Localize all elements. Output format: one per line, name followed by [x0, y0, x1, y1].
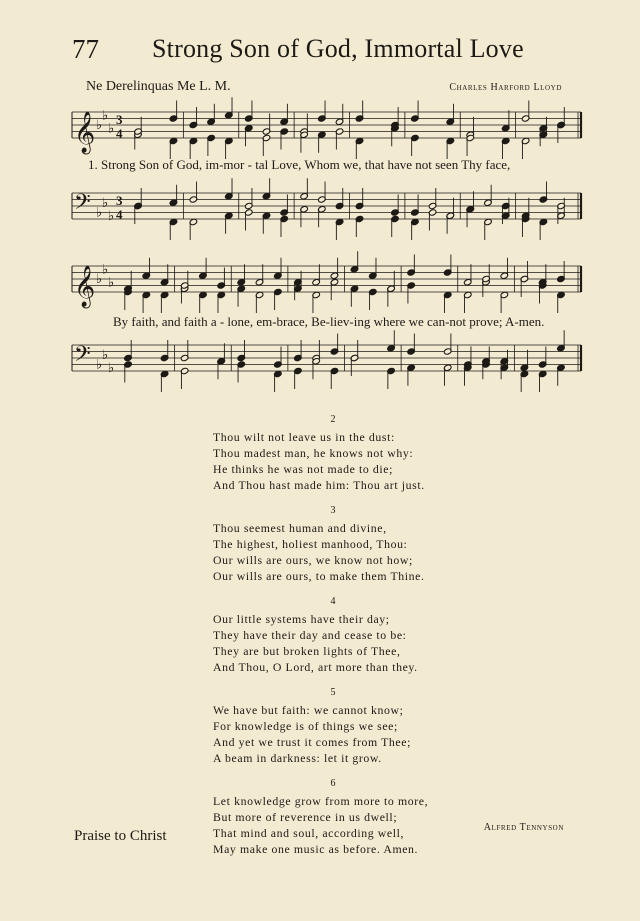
stanza-list	[213, 414, 513, 869]
lyrics-line-1: 1. Strong Son of God, im-mor - tal Love, Whom we, that have not seen Thy face,	[88, 157, 511, 172]
flat-sign: ♭	[102, 347, 109, 363]
stanza-line: He thinks he was not made to die;	[213, 462, 394, 476]
bass-clef: 𝄢	[74, 342, 91, 372]
stanza-line: We have but faith: we cannot know;	[213, 703, 404, 717]
stanza-line: They are but broken lights of Thee,	[213, 644, 401, 658]
author-credit: Alfred Tennyson	[483, 822, 564, 833]
flat-sign: ♭	[108, 275, 115, 291]
flat-sign: ♭	[102, 262, 109, 278]
stanza-line: For knowledge is of things we see;	[213, 719, 398, 733]
stanza	[213, 414, 513, 493]
stanza-line: Thou wilt not leave us in the dust:	[213, 430, 395, 444]
stanza-number: 4	[330, 596, 336, 607]
flat-sign: ♭	[108, 121, 115, 137]
stanza-line: They have their day and cease to be:	[213, 628, 407, 642]
stanza-number: 3	[330, 505, 336, 516]
lyrics-line-2: By faith, and faith a - lone, em-brace, Be-liev-ing where we can-not prove; A-men.	[113, 314, 545, 329]
stanza	[213, 505, 513, 584]
stanza-line: The highest, holiest manhood, Thou:	[213, 537, 408, 551]
stanza-line: But more of reverence in us dwell;	[213, 810, 398, 824]
stanza	[213, 596, 513, 675]
stanza-line: Thou madest man, he knows not why:	[213, 446, 414, 460]
stanza-line: Thou seemest human and divine,	[213, 521, 387, 535]
stanza-line: And Thou hast made him: Thou art just.	[213, 478, 425, 492]
flat-sign: ♭	[96, 357, 103, 373]
stanza-line: And yet we trust it comes from Thee;	[213, 735, 411, 749]
tune-name: Ne Derelinquas Me L. M.	[86, 79, 231, 94]
stanza-number: 6	[330, 778, 336, 789]
flat-sign: ♭	[108, 208, 115, 224]
treble-clef: 𝄞	[74, 266, 96, 307]
time-signature: 3	[116, 193, 123, 208]
stanza	[213, 778, 513, 857]
bass-clef: 𝄢	[74, 190, 91, 220]
composer-credit: Charles Harford Lloyd	[449, 82, 562, 93]
stanza	[213, 687, 513, 766]
hymn-title: Strong Son of God, Immortal Love	[152, 34, 524, 63]
stanza-line: Our wills are ours, to make them Thine.	[213, 569, 425, 583]
hymn-number: 77	[72, 34, 99, 64]
flat-sign: ♭	[96, 272, 103, 287]
stanza-line: Our little systems have their day;	[213, 612, 390, 626]
stanza-line: Let knowledge grow from more to more,	[213, 794, 429, 808]
music-score	[0, 0, 640, 400]
flat-sign: ♭	[96, 118, 103, 133]
stanza-number: 5	[330, 687, 336, 698]
flat-sign: ♭	[102, 195, 109, 211]
time-signature: 3	[116, 112, 123, 127]
flat-sign: ♭	[102, 108, 109, 124]
time-signature: 4	[116, 207, 123, 222]
flat-sign: ♭	[96, 205, 103, 221]
flat-sign: ♭	[108, 360, 115, 376]
time-signature: 4	[116, 126, 123, 141]
stanza-line: A beam in darkness: let it grow.	[213, 751, 382, 765]
stanza-line: May make one music as before. Amen.	[213, 842, 419, 856]
section-heading: Praise to Christ	[74, 828, 167, 844]
stanza-line: Our wills are ours, we know not how;	[213, 553, 413, 567]
stanza-line: That mind and soul, according well,	[213, 826, 405, 840]
treble-clef: 𝄞	[74, 112, 96, 153]
stanza-number: 2	[330, 414, 336, 425]
stanza-line: And Thou, O Lord, art more than they.	[213, 660, 418, 674]
